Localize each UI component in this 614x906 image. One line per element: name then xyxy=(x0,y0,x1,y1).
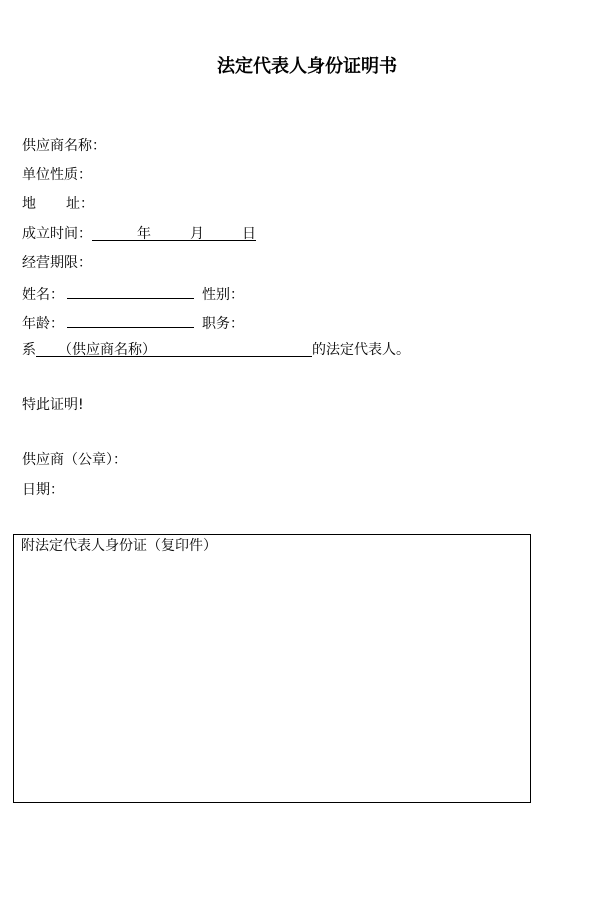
month-label: 月 xyxy=(190,226,204,242)
date-label: 日期： xyxy=(22,482,64,498)
unit-nature-row xyxy=(22,166,92,184)
relation-prefix: 系 xyxy=(22,342,36,358)
document-title: 法定代表人身份证明书 xyxy=(217,56,397,77)
unit-nature-label: 单位性质： xyxy=(22,167,92,183)
age-label: 年龄： xyxy=(22,316,64,332)
attachment-label: 附法定代表人身份证（复印件） xyxy=(21,538,217,554)
business-term-label: 经营期限： xyxy=(22,255,92,271)
supplier-seal-label: 供应商（公章）： xyxy=(22,452,127,468)
established-label: 成立时间： xyxy=(22,226,92,242)
address-row xyxy=(22,195,94,213)
established-date-row xyxy=(22,225,256,243)
business-term-row xyxy=(22,254,92,272)
established-date-blank[interactable] xyxy=(92,225,256,241)
supplier-seal-row xyxy=(22,451,127,469)
age-position-row xyxy=(22,312,244,333)
address-label-part-2: 址： xyxy=(66,196,94,212)
address-label-part-1: 地 xyxy=(22,196,36,212)
certify-text: 特此证明! xyxy=(22,397,84,413)
supplier-name-label: 供应商名称： xyxy=(22,138,106,154)
name-label: 姓名： xyxy=(22,287,64,303)
name-blank[interactable] xyxy=(67,283,194,299)
age-blank[interactable] xyxy=(67,312,194,328)
relation-suffix: 的法定代表人。 xyxy=(312,342,410,358)
id-card-attachment-box xyxy=(13,534,531,803)
supplier-name-row xyxy=(22,137,106,155)
legal-rep-statement-row xyxy=(22,341,410,359)
supplier-name-placeholder: （供应商名称） xyxy=(58,342,156,358)
year-label: 年 xyxy=(137,226,151,242)
day-label: 日 xyxy=(242,226,256,242)
date-row xyxy=(22,481,64,499)
gender-label: 性别： xyxy=(202,287,244,303)
position-label: 职务： xyxy=(202,316,244,332)
supplier-name-blank[interactable] xyxy=(36,341,312,357)
name-gender-row xyxy=(22,283,244,304)
